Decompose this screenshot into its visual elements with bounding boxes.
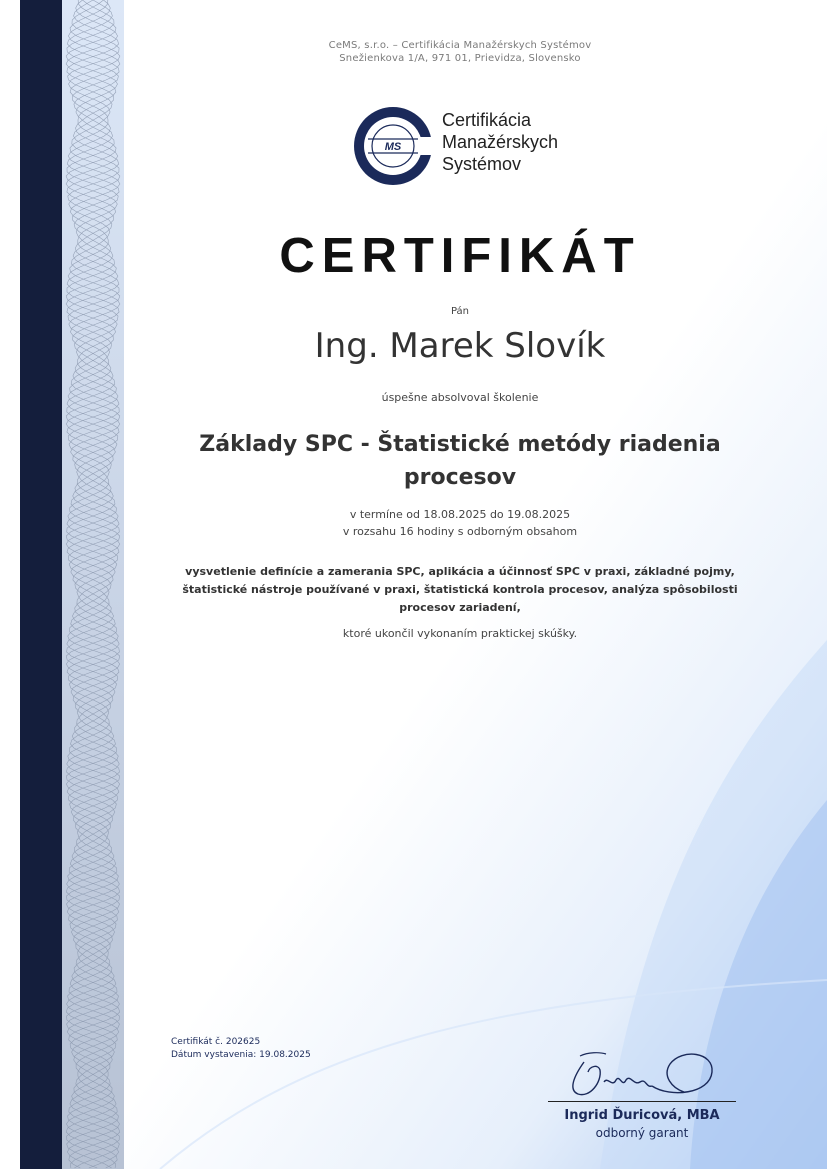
course-topics: vysvetlenie definície a zamerania SPC, aplikácia a účinnosť SPC v praxi, základné pojmy, štatistické nástroje používané v praxi, štatistická kontrola procesov, analýza spôsobilosti procesov zariadení,: [182, 565, 738, 614]
salutation: Pán: [450, 306, 470, 317]
course-scope: v rozsahu 16 hodiny s odborným obsahom: [342, 525, 578, 538]
certificate-title: CERTIFIKÁT: [279, 229, 641, 283]
signer-role: odborný garant: [595, 1126, 689, 1140]
course-title: Základy SPC - Štatistické metódy riadenia procesov: [199, 432, 721, 490]
issuer-address: Snežienkova 1/A, 971 01, Prievidza, Slovensko: [339, 53, 581, 64]
recipient-name: Ing. Marek Slovík: [314, 326, 606, 366]
certificate-info: [171, 1036, 311, 1062]
handwritten-signature: [560, 1042, 730, 1104]
course-term: v termíne od 18.08.2025 do 19.08.2025: [349, 508, 571, 521]
logo-wordmark: Certifikácia Manažérskych Systémov: [442, 110, 559, 174]
svg-text:MS: MS: [384, 141, 402, 153]
cems-logo: [350, 103, 580, 189]
issue-date: Dátum vystavenia: 19.08.2025: [171, 1050, 311, 1060]
signature-line: [548, 1101, 736, 1102]
certificate-number: Certifikát č. 202625: [171, 1037, 261, 1047]
completion-text: úspešne absolvoval školenie: [381, 391, 539, 404]
exam-statement: ktoré ukončil vykonaním praktickej skúšky.: [342, 627, 578, 640]
issuer-name: CeMS, s.r.o. – Certifikácia Manažérskych Systémov: [328, 40, 592, 51]
cems-emblem-icon: [350, 103, 440, 189]
signer-name: Ingrid Ďuricová, MBA: [564, 1108, 720, 1123]
